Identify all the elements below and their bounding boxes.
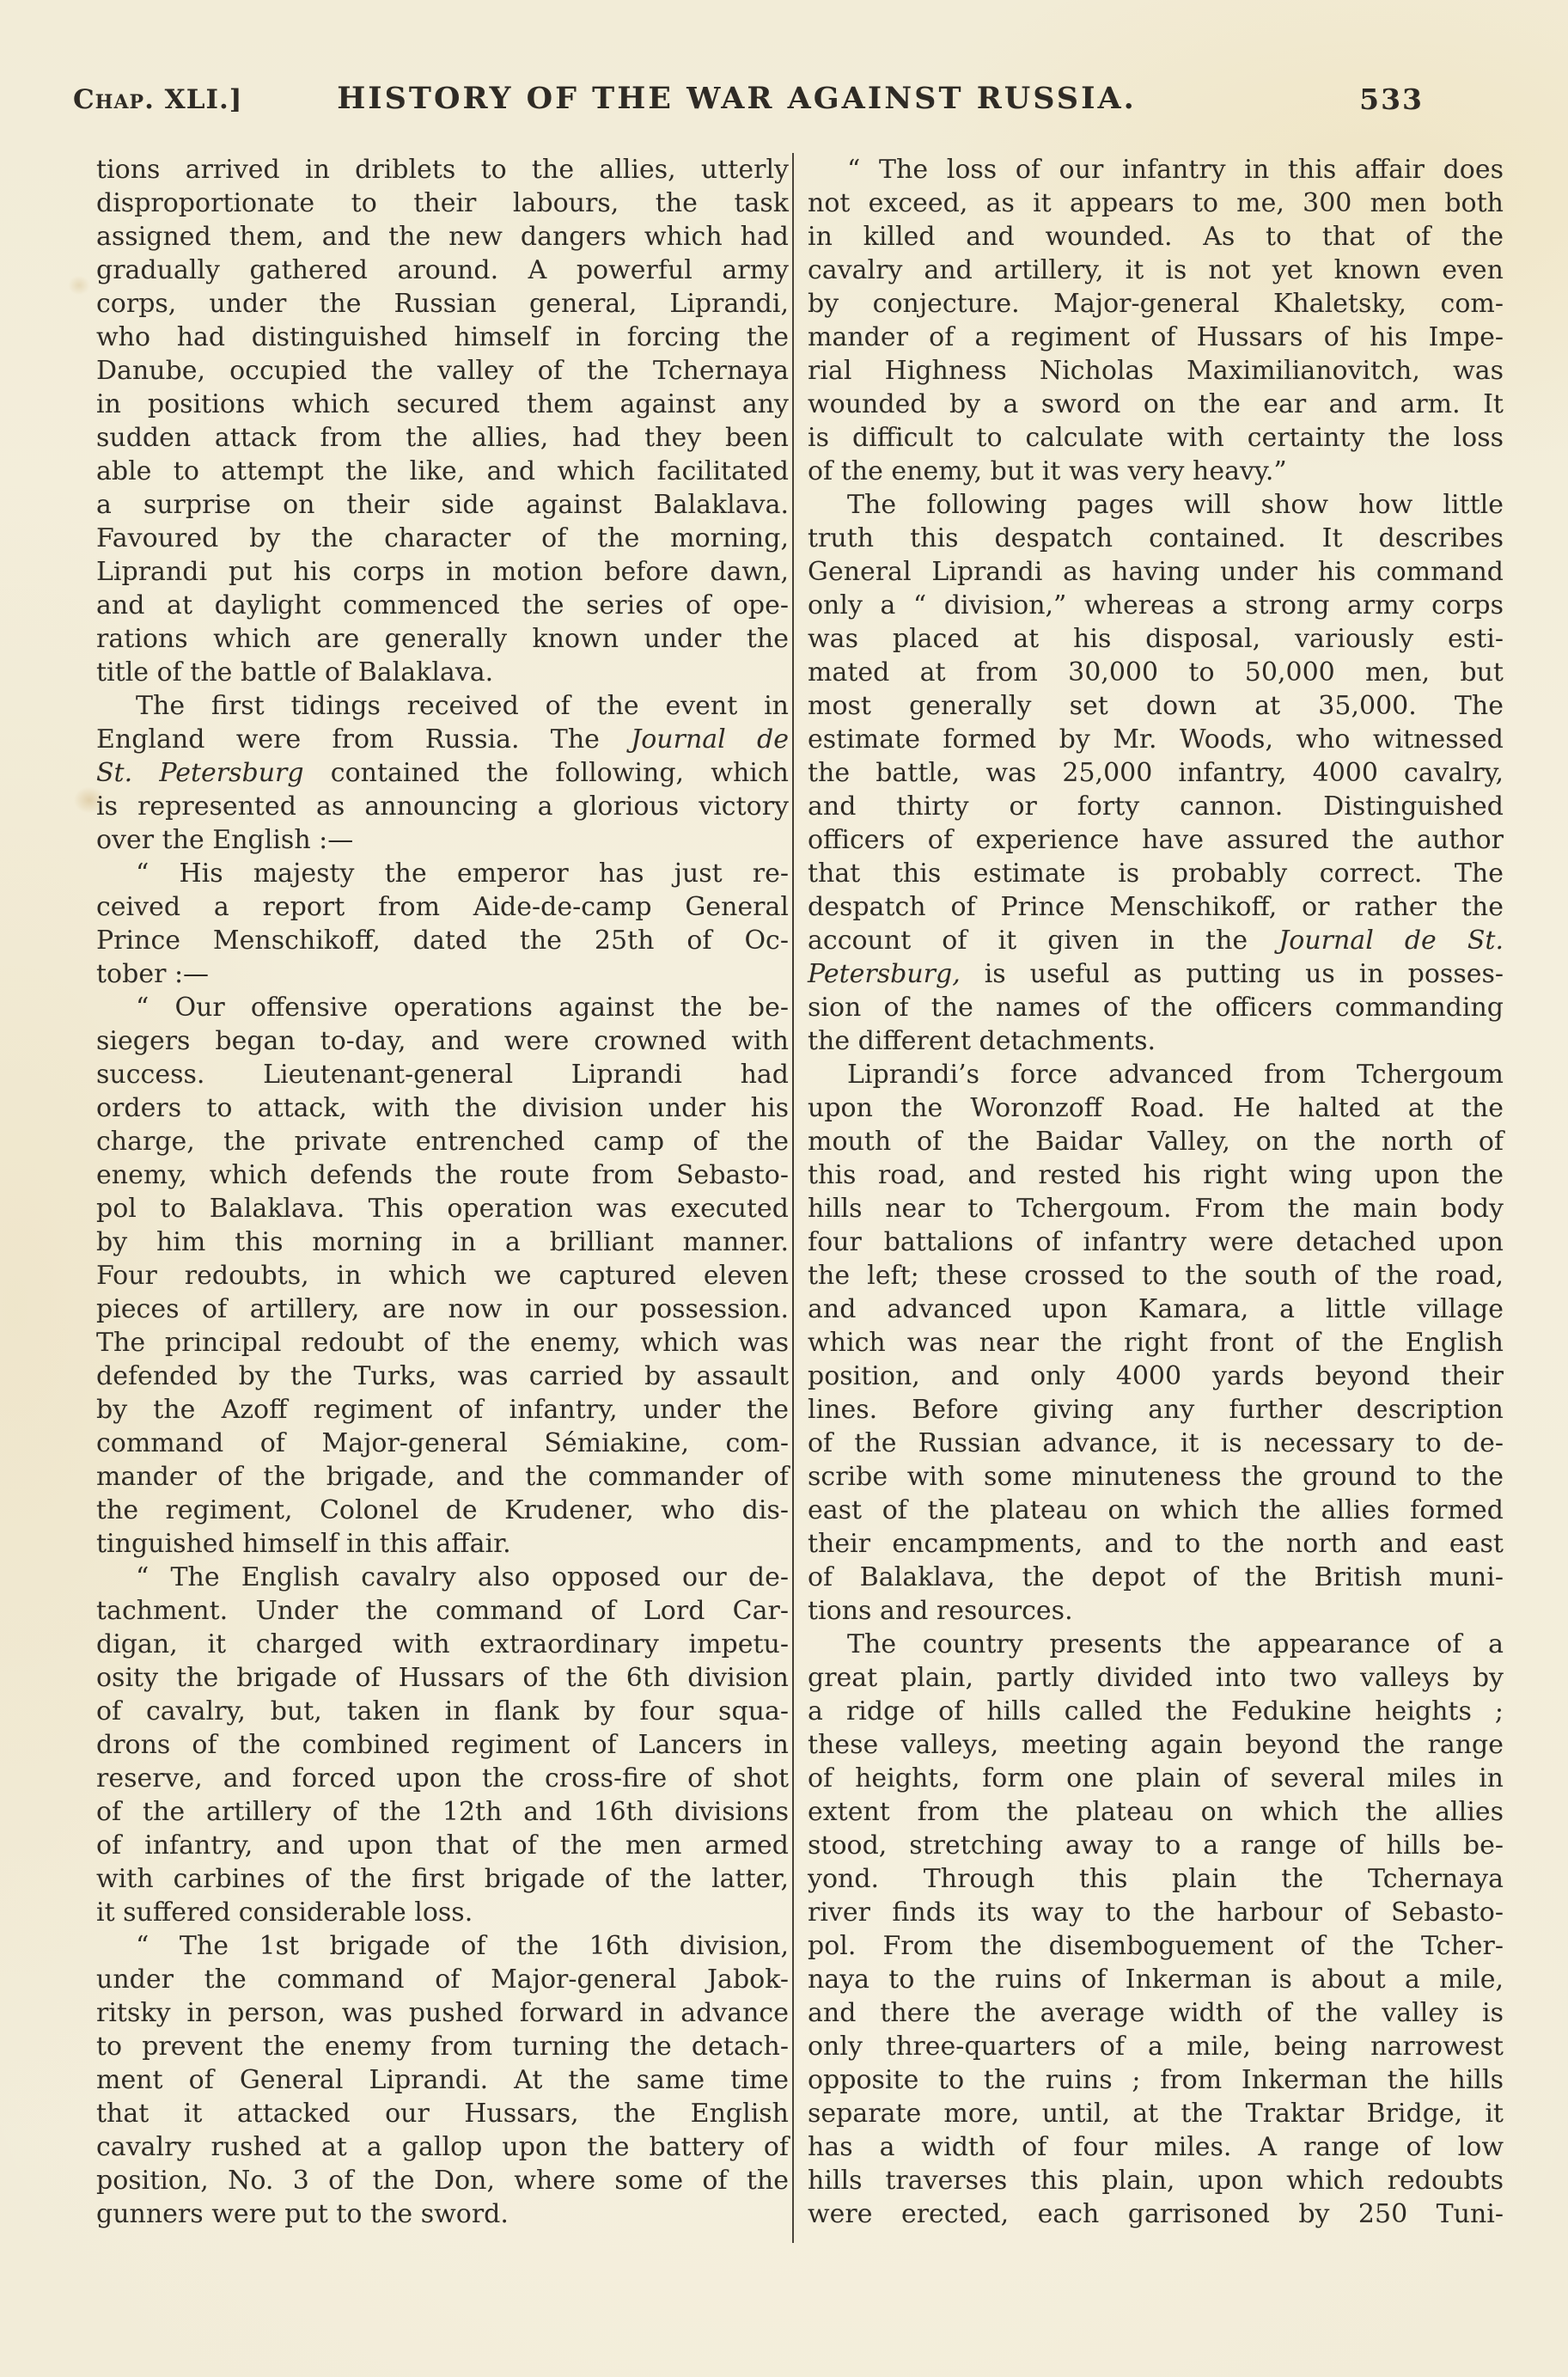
text-line: “ The loss of our infantry in this affair does (847, 155, 1504, 185)
text-line: not exceed, as it appears to me, 300 men both (808, 188, 1504, 218)
text-line: charge, the private entrenched camp of the (96, 1127, 789, 1157)
text-line: was placed at his disposal, variously esti- (808, 624, 1504, 654)
text-line: ceived a report from Aide-de-camp General (96, 892, 789, 922)
text-line: this road, and rested his right wing upon the (808, 1160, 1504, 1190)
paragraph (96, 991, 789, 1561)
text-line: estimate formed by Mr. Woods, who witnessed (808, 724, 1504, 755)
text-line: orders to attack, with the division under his (96, 1093, 789, 1123)
text-line: and there the average width of the valley is (808, 1998, 1504, 2028)
text-line: that this estimate is probably correct. The (808, 859, 1504, 889)
text-line: the left; these crossed to the south of the road, (808, 1261, 1504, 1291)
text-line: The following pages will show how little (847, 490, 1504, 520)
text-line: and advanced upon Kamara, a little village (808, 1294, 1504, 1324)
paragraph (96, 153, 789, 689)
text-line: of the enemy, but it was very heavy.” (808, 456, 1287, 486)
text-line: by conjecture. Major-general Khaletsky, com- (808, 289, 1504, 319)
text-line: truth this despatch contained. It describes (808, 523, 1504, 553)
text-line: gradually gathered around. A powerful army (96, 255, 789, 285)
text-line: naya to the ruins of Inkerman is about a mile, (808, 1965, 1504, 1995)
text-line: position, No. 3 of the Don, where some of the (96, 2166, 789, 2196)
text-line: with carbines of the first brigade of the latter, (96, 1864, 789, 1894)
text-line: reserve, and forced upon the cross-fire of shot (96, 1763, 789, 1793)
text-line: under the command of Major-general Jabok- (96, 1965, 789, 1995)
text-line: a surprise on their side against Balaklava. (96, 490, 789, 520)
text-line: of infantry, and upon that of the men armed (96, 1830, 789, 1861)
text-line: of the Russian advance, it is necessary to de- (808, 1428, 1504, 1458)
page-number: 533 (1359, 82, 1424, 116)
text-line: opposite to the ruins ; from Inkerman the hills (808, 2065, 1504, 2095)
text-line: which was near the right front of the English (808, 1328, 1504, 1358)
text-line: tachment. Under the command of Lord Car- (96, 1596, 789, 1626)
text-line: Favoured by the character of the morning, (96, 523, 789, 553)
text-line: The country presents the appearance of a (847, 1629, 1504, 1659)
paragraph (96, 1929, 789, 2231)
paragraph (808, 1058, 1504, 1628)
text-line: hills near to Tchergoum. From the main body (808, 1194, 1504, 1224)
text-line: St. Petersburg contained the following, which (96, 758, 789, 788)
text-line: pol. From the disemboguement of the Tcher- (808, 1931, 1504, 1961)
left-column (96, 153, 789, 2254)
paragraph (808, 488, 1504, 1058)
text-line: tober :— (96, 959, 210, 989)
text-line: Petersburg, is useful as putting us in posses- (808, 959, 1504, 989)
text-line: river finds its way to the harbour of Sebasto- (808, 1897, 1504, 1928)
text-line: mouth of the Baidar Valley, on the north of (808, 1127, 1504, 1157)
text-line: extent from the plateau on which the allies (808, 1797, 1504, 1827)
text-line: of Balaklava, the depot of the British muni- (808, 1562, 1504, 1592)
text-line: that it attacked our Hussars, the English (96, 2099, 789, 2129)
text-line: mander of a regiment of Hussars of his Impe- (808, 322, 1504, 352)
text-line: Liprandi’s force advanced from Tchergoum (847, 1060, 1504, 1090)
text-line: over the English :— (96, 825, 354, 855)
text-line: stood, stretching away to a range of hills be- (808, 1830, 1504, 1861)
text-line: title of the battle of Balaklava. (96, 657, 494, 687)
text-line: “ Our offensive operations against the be- (136, 993, 789, 1023)
text-line: osity the brigade of Hussars of the 6th division (96, 1663, 789, 1693)
text-line: wounded by a sword on the ear and arm. It (808, 389, 1504, 419)
paragraph (96, 1561, 789, 1929)
text-line: hills traverses this plain, upon which redoubts (808, 2166, 1504, 2196)
text-line: “ His majesty the emperor has just re- (136, 859, 789, 889)
text-line: drons of the combined regiment of Lancers in (96, 1730, 789, 1760)
text-line: Four redoubts, in which we captured eleven (96, 1261, 789, 1291)
text-line: mated at from 30,000 to 50,000 men, but (808, 657, 1504, 687)
text-line: is represented as announcing a glorious victory (96, 791, 789, 822)
text-line: Liprandi put his corps in motion before dawn, (96, 557, 789, 587)
text-line: “ The 1st brigade of the 16th division, (136, 1931, 789, 1961)
text-line: command of Major-general Sémiakine, com- (96, 1428, 789, 1458)
paragraph (96, 689, 789, 857)
text-line: ritsky in person, was pushed forward in advance (96, 1998, 789, 2028)
text-line: digan, it charged with extraordinary impetu- (96, 1629, 789, 1659)
text-line: the regiment, Colonel de Krudener, who dis- (96, 1495, 789, 1525)
text-line: cavalry and artillery, it is not yet known even (808, 255, 1504, 285)
text-line: England were from Russia. The Journal de (96, 724, 789, 755)
text-line: and at daylight commenced the series of ope- (96, 590, 789, 620)
text-line: assigned them, and the new dangers which had (96, 222, 789, 252)
text-line: defended by the Turks, was carried by assault (96, 1361, 789, 1391)
page-title: HISTORY OF THE WAR AGAINST RUSSIA. (337, 81, 1137, 116)
text-line: a ridge of hills called the Fedukine heights ; (808, 1696, 1504, 1726)
text-line: yond. Through this plain the Tchernaya (808, 1864, 1504, 1894)
text-line: their encampments, and to the north and east (808, 1529, 1504, 1559)
text-line: these valleys, meeting again beyond the range (808, 1730, 1504, 1760)
text-line: of cavalry, but, taken in flank by four squa- (96, 1696, 789, 1726)
text-line: corps, under the Russian general, Liprandi, (96, 289, 789, 319)
column-divider (792, 153, 794, 2243)
text-line: great plain, partly divided into two valleys by (808, 1663, 1504, 1693)
text-line: tions arrived in driblets to the allies, utterly (96, 155, 789, 185)
text-line: account of it given in the Journal de St. (808, 926, 1504, 956)
text-line: the different detachments. (808, 1026, 1156, 1056)
text-line: it suffered considerable loss. (96, 1897, 473, 1928)
text-line: is difficult to calculate with certainty the loss (808, 423, 1504, 453)
text-line: who had distinguished himself in forcing the (96, 322, 789, 352)
text-line: rations which are generally known under the (96, 624, 789, 654)
text-line: the battle, was 25,000 infantry, 4000 cavalry, (808, 758, 1504, 788)
text-line: “ The English cavalry also opposed our de- (136, 1562, 789, 1592)
text-line: officers of experience have assured the author (808, 825, 1504, 855)
text-line: General Liprandi as having under his command (808, 557, 1504, 587)
paragraph (808, 1628, 1504, 2231)
text-line: four battalions of infantry were detached upon (808, 1227, 1504, 1257)
running-head (0, 79, 1568, 127)
text-line: and thirty or forty cannon. Distinguished (808, 791, 1504, 822)
text-line: only a “ division,” whereas a strong army corps (808, 590, 1504, 620)
text-line: despatch of Prince Menschikoff, or rather the (808, 892, 1504, 922)
text-line: of heights, form one plain of several miles in (808, 1763, 1504, 1793)
text-line: gunners were put to the sword. (96, 2199, 509, 2229)
text-line: tinguished himself in this affair. (96, 1529, 511, 1559)
text-line: rial Highness Nicholas Maximilianovitch, was (808, 356, 1504, 386)
right-column (808, 153, 1504, 2254)
text-line: in killed and wounded. As to that of the (808, 222, 1504, 252)
text-line: upon the Woronzoff Road. He halted at the (808, 1093, 1504, 1123)
text-line: only three-quarters of a mile, being narrowest (808, 2032, 1504, 2062)
paragraph (808, 153, 1504, 488)
text-line: The principal redoubt of the enemy, which was (96, 1328, 789, 1358)
text-line: most generally set down at 35,000. The (808, 691, 1504, 721)
text-line: east of the plateau on which the allies formed (808, 1495, 1504, 1525)
text-line: Prince Menschikoff, dated the 25th of Oc- (96, 926, 789, 956)
chapter-label: Chap. XLI.] (73, 84, 243, 115)
text-line: pol to Balaklava. This operation was executed (96, 1194, 789, 1224)
text-line: pieces of artillery, are now in our possession. (96, 1294, 789, 1324)
text-line: Danube, occupied the valley of the Tchernaya (96, 356, 789, 386)
text-line: scribe with some minuteness the ground to the (808, 1462, 1504, 1492)
text-line: by him this morning in a brilliant manner. (96, 1227, 789, 1257)
text-line: disproportionate to their labours, the task (96, 188, 789, 218)
text-line: tions and resources. (808, 1596, 1073, 1626)
text-line: success. Lieutenant-general Liprandi had (96, 1060, 789, 1090)
text-line: siegers began to-day, and were crowned with (96, 1026, 789, 1056)
text-line: cavalry rushed at a gallop upon the battery of (96, 2132, 789, 2162)
text-line: in positions which secured them against any (96, 389, 789, 419)
text-line: by the Azoff regiment of infantry, under the (96, 1395, 789, 1425)
text-line: sion of the names of the officers commanding (808, 993, 1504, 1023)
text-line: lines. Before giving any further description (808, 1395, 1504, 1425)
text-line: enemy, which defends the route from Sebasto- (96, 1160, 789, 1190)
text-line: separate more, until, at the Traktar Bridge, it (808, 2099, 1504, 2129)
text-line: The first tidings received of the event in (136, 691, 789, 721)
paragraph (96, 857, 789, 991)
text-line: sudden attack from the allies, had they been (96, 423, 789, 453)
text-line: position, and only 4000 yards beyond their (808, 1361, 1504, 1391)
text-line: were erected, each garrisoned by 250 Tuni- (808, 2199, 1504, 2229)
text-line: to prevent the enemy from turning the detach- (96, 2032, 789, 2062)
text-line: has a width of four miles. A range of low (808, 2132, 1504, 2162)
text-line: ment of General Liprandi. At the same time (96, 2065, 789, 2095)
text-columns (96, 153, 1504, 2254)
text-line: of the artillery of the 12th and 16th divisions (96, 1797, 789, 1827)
text-line: able to attempt the like, and which facilitated (96, 456, 789, 486)
text-line: mander of the brigade, and the commander of (96, 1462, 789, 1492)
